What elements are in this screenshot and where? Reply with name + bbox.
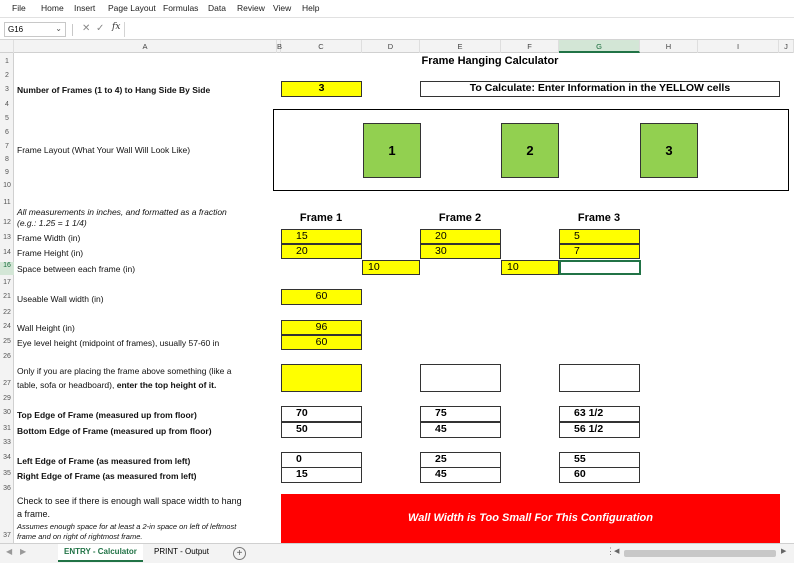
menu-file[interactable]: File <box>12 3 26 13</box>
enter-icon[interactable]: ✓ <box>96 23 105 34</box>
menu-data[interactable]: Data <box>208 3 226 13</box>
menu-view[interactable]: View <box>273 3 292 13</box>
row-header[interactable]: 2 <box>5 72 9 79</box>
menu-insert[interactable]: Insert <box>74 3 96 13</box>
row-header[interactable]: 11 <box>3 199 11 206</box>
space-1-2-input[interactable]: 10 <box>362 260 420 275</box>
frame-2-height-input[interactable]: 30 <box>420 244 501 259</box>
frame-3-above-input[interactable] <box>559 364 640 392</box>
row-header[interactable]: 14 <box>3 249 11 256</box>
row-headers <box>0 53 14 543</box>
above-object-emphasis: enter the top height of it. <box>116 380 217 390</box>
space-between-label: Space between each frame (in) <box>17 264 136 274</box>
space-2-3-input[interactable]: 10 <box>501 260 559 275</box>
frame-3-height-input[interactable]: 7 <box>559 244 640 259</box>
row-header[interactable]: 9 <box>5 169 9 176</box>
frame-box-1: 1 <box>363 123 421 178</box>
row-header[interactable]: 30 <box>3 409 11 416</box>
frame-box-3: 3 <box>640 123 698 178</box>
frame-2-left-edge: 25 <box>420 452 501 468</box>
frame-1-header: Frame 1 <box>299 212 343 224</box>
frame-2-right-edge: 45 <box>420 467 501 483</box>
column-headers <box>0 40 794 53</box>
usable-width-input[interactable]: 60 <box>281 289 362 305</box>
column-header[interactable]: F <box>501 40 559 53</box>
column-header-selected[interactable]: G <box>559 40 640 53</box>
frame-width-label: Frame Width (in) <box>17 233 81 243</box>
row-header[interactable]: 4 <box>5 101 9 108</box>
eye-level-input[interactable]: 60 <box>281 335 362 350</box>
frame-2-above-input[interactable] <box>420 364 501 392</box>
frame-2-width-input[interactable]: 20 <box>420 229 501 244</box>
frame-3-right-edge: 60 <box>559 467 640 483</box>
row-header[interactable]: 27 <box>3 380 11 387</box>
row-header[interactable]: 26 <box>3 353 11 360</box>
row-header-selected[interactable]: 16 <box>0 262 14 275</box>
row-header[interactable]: 36 <box>3 485 11 492</box>
row-header[interactable]: 31 <box>3 425 11 432</box>
usable-width-label: Useable Wall width (in) <box>17 294 104 304</box>
row-header[interactable]: 34 <box>3 454 11 461</box>
row-header[interactable]: 35 <box>3 470 11 477</box>
frame-2-bottom-edge: 45 <box>420 422 501 438</box>
wall-height-label: Wall Height (in) <box>17 323 75 333</box>
hscroll-right-icon[interactable]: ▶ <box>781 548 787 555</box>
assumption-note-line2: frame and on right of rightmost frame. <box>17 532 143 541</box>
frame-2-top-edge: 75 <box>420 406 501 422</box>
frame-1-right-edge: 15 <box>281 467 362 483</box>
frame-1-top-edge: 70 <box>281 406 362 422</box>
space-check-note-line2: a frame. <box>17 509 51 519</box>
frame-1-bottom-edge: 50 <box>281 422 362 438</box>
wall-height-input[interactable]: 96 <box>281 320 362 335</box>
divider <box>72 24 73 36</box>
column-header[interactable]: E <box>420 40 501 53</box>
menu-home[interactable]: Home <box>41 3 64 13</box>
column-header[interactable]: D <box>362 40 420 53</box>
row-header[interactable]: 29 <box>3 395 11 402</box>
name-box-value: G16 <box>8 25 24 34</box>
column-header[interactable]: I <box>698 40 779 53</box>
menu-page-layout[interactable]: Page Layout <box>108 3 156 13</box>
hscroll-left-icon[interactable]: ◀ <box>614 548 620 555</box>
assumption-note: Assumes enough space for at least a 2-in space on left of leftmost <box>17 522 237 531</box>
row-header[interactable]: 24 <box>3 323 11 330</box>
formula-bar <box>0 20 794 40</box>
frame-1-left-edge: 0 <box>281 452 362 468</box>
frame-3-left-edge: 55 <box>559 452 640 468</box>
frame-2-header: Frame 2 <box>438 212 482 224</box>
row-header[interactable]: 37 <box>3 532 11 539</box>
frame-1-height-input[interactable]: 20 <box>281 244 362 259</box>
measurement-note: All measurements in inches, and formatted as a fraction <box>17 207 227 217</box>
frame-layout-preview <box>273 109 789 191</box>
formula-input[interactable] <box>124 22 792 37</box>
select-all-corner[interactable] <box>0 40 14 53</box>
measurement-example: (e.g.: 1.25 = 1 1/4) <box>17 218 87 228</box>
add-sheet-button[interactable]: + <box>233 547 246 560</box>
scroll-right-icon[interactable]: ▶ <box>20 547 27 556</box>
row-header[interactable]: 10 <box>3 182 11 189</box>
eye-level-label: Eye level height (midpoint of frames), usually 57-60 in <box>17 338 220 348</box>
chevron-down-icon[interactable]: ⌄ <box>55 24 62 33</box>
page-title: Frame Hanging Calculator <box>421 55 559 67</box>
tab-entry-calculator[interactable]: ENTRY - Calculator <box>58 544 143 562</box>
menu-review[interactable]: Review <box>237 3 265 13</box>
left-edge-label: Left Edge of Frame (as measured from left) <box>17 456 191 466</box>
space-check-note: Check to see if there is enough wall space width to hang <box>17 496 242 506</box>
menu-formulas[interactable]: Formulas <box>163 3 199 13</box>
selected-cell-g16[interactable] <box>559 260 641 275</box>
frame-3-width-input[interactable]: 5 <box>559 229 640 244</box>
row-header[interactable]: 13 <box>3 234 11 241</box>
column-header[interactable]: J <box>779 40 794 53</box>
row-header[interactable]: 6 <box>5 129 9 136</box>
row-header[interactable]: 21 <box>3 293 11 300</box>
right-edge-label: Right Edge of Frame (as measured from left) <box>17 471 197 481</box>
column-header[interactable]: C <box>281 40 362 53</box>
frame-height-label: Frame Height (in) <box>17 248 84 258</box>
top-edge-label: Top Edge of Frame (measured up from floor) <box>17 410 197 420</box>
frame-3-header: Frame 3 <box>577 212 621 224</box>
row-header[interactable]: 7 <box>5 143 9 150</box>
num-frames-label: Number of Frames (1 to 4) to Hang Side By Side <box>17 85 211 95</box>
row-header[interactable]: 5 <box>5 115 9 122</box>
cancel-icon[interactable]: ✕ <box>82 23 91 34</box>
menu-bar <box>0 0 794 18</box>
row-header[interactable]: 3 <box>5 86 9 93</box>
row-header[interactable]: 1 <box>5 58 9 65</box>
above-object-note: Only if you are placing the frame above something (like a <box>17 366 232 376</box>
above-object-text: table, sofa or headboard), <box>17 380 117 390</box>
row-header[interactable]: 8 <box>5 156 9 163</box>
frame-layout-label: Frame Layout (What Your Wall Will Look Like) <box>17 145 191 155</box>
above-object-note-line2 <box>17 380 216 390</box>
row-header[interactable]: 12 <box>3 219 11 226</box>
column-header[interactable]: B <box>277 42 283 51</box>
frame-3-top-edge: 63 1/2 <box>559 406 640 422</box>
column-header[interactable]: H <box>640 40 698 53</box>
frame-1-above-input[interactable] <box>281 364 362 392</box>
row-header[interactable]: 17 <box>3 279 11 286</box>
bottom-edge-label: Bottom Edge of Frame (measured up from floor) <box>17 426 212 436</box>
scroll-left-icon[interactable]: ◀ <box>6 547 13 556</box>
menu-help[interactable]: Help <box>302 3 320 13</box>
scroll-handle-icon[interactable]: ⋮ <box>606 546 615 556</box>
frame-box-2: 2 <box>501 123 559 178</box>
frame-1-width-input[interactable]: 15 <box>281 229 362 244</box>
name-box[interactable] <box>4 22 66 37</box>
num-frames-input[interactable]: 3 <box>281 81 362 97</box>
tab-print-output[interactable]: PRINT - Output <box>154 547 209 556</box>
row-header[interactable]: 25 <box>3 338 11 345</box>
row-header[interactable]: 22 <box>3 309 11 316</box>
instructions-banner: To Calculate: Enter Information in the YELLOW cells <box>420 81 780 97</box>
row-header[interactable]: 33 <box>3 439 11 446</box>
sheet-tab-bar <box>0 543 794 563</box>
horizontal-scrollbar[interactable] <box>624 550 776 557</box>
column-header[interactable]: A <box>14 40 277 53</box>
frame-3-bottom-edge: 56 1/2 <box>559 422 640 438</box>
insert-function-icon[interactable]: fx <box>112 22 121 32</box>
warning-banner: Wall Width is Too Small For This Configuration <box>281 494 780 543</box>
